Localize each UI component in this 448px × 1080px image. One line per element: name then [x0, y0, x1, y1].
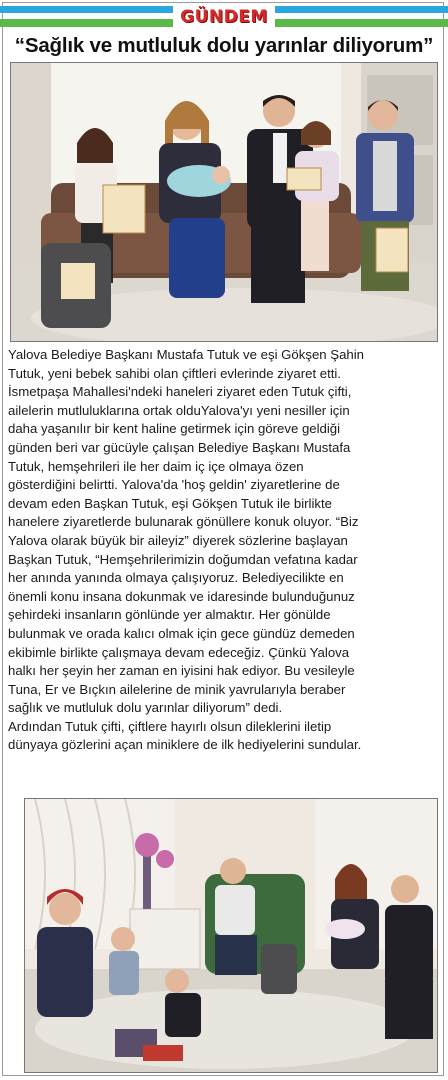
headline: “Sağlık ve mutluluk dolu yarınlar diliyorum”: [14, 34, 434, 57]
text-line: şehirdeki insanların gönlünde yer almaktır. Her gönülde: [8, 607, 331, 623]
text-line: Yalova olarak büyük bir aileyiz” diyerek sözlerine başlayan: [8, 532, 348, 548]
text-line: hanelere ziyaretlerde bulunarak gönüllere konuk oluyor. “Biz: [8, 514, 359, 530]
text-line: her anında yanında olmaya çalışıyoruz. Belediyecilikte en: [8, 570, 344, 586]
text-line: önemli konu insana dokunmak ve idaresinde bulunduğunuz: [8, 588, 355, 604]
text-line: Ardından Tutuk çifti, çiftlere hayırlı olsun dileklerini iletip: [8, 718, 332, 734]
text-line: Tuna, Er ve Bıçkın ailelerine de minik yavrularıyla beraber: [8, 681, 346, 697]
text-line: bulunmak ve orada kalıcı olmak için gece gündüz demeden: [8, 625, 355, 641]
photo-living-room-visit: [24, 798, 438, 1073]
text-line: Başkan Tutuk, “Hemşehrilerimizin doğumdan vefatına kadar: [8, 551, 358, 567]
text-line: Yalova Belediye Başkanı Mustafa Tutuk ve eşi Gökşen Şahin: [8, 347, 365, 362]
text-line: günden beri var gücüyle çalışan Belediye Başkanı Mustafa: [8, 439, 351, 455]
text-line: ailelerin mutluluklarına ortak olduYalova'yı yeni nesiller için: [8, 402, 350, 418]
text-line: Tutuk, yeni bebek sahibi olan çiftleri evlerinde ziyaret etti.: [8, 365, 342, 381]
photo-living-room-illustration: [25, 799, 438, 1073]
text-line: dünyaya gözlerini açan miniklere de ilk hediyelerini sundular.: [8, 737, 362, 753]
section-banner: [0, 6, 448, 28]
article-paragraph-2: [8, 718, 440, 755]
photo-family-visit-illustration: [11, 63, 438, 342]
text-line: gösterdiğini belirtti. Yalova'da 'hoş geldin' ziyaretlerine de: [8, 477, 340, 493]
text-line: halkı her şeyin her zaman en iyisini hak ediyor. Bu vesileyle: [8, 663, 355, 679]
section-label: GÜNDEM: [173, 6, 275, 28]
text-line: devam eden Başkan Tutuk, eşi Gökşen Tutuk ile birlikte: [8, 495, 332, 511]
text-line: daha yaşanılır bir kent haline getirmek için göreve geldiği: [8, 421, 341, 437]
article-body: [8, 346, 440, 755]
text-line: Tutuk, hemşehrileri ile her daim iç içe olmaya özen: [8, 458, 304, 474]
photo-family-visit: [10, 62, 438, 342]
text-line: ekibimle birlikte çalışmaya devam edeceğiz. Çünkü Yalova: [8, 644, 350, 660]
text-line: İsmetpaşa Mahallesi'ndeki haneleri ziyaret eden Tutuk çifti,: [8, 384, 352, 400]
text-line: sağlık ve mutluluk dolu yarınlar diliyorum” dedi.: [8, 700, 283, 716]
article-paragraph-1: [8, 346, 440, 718]
